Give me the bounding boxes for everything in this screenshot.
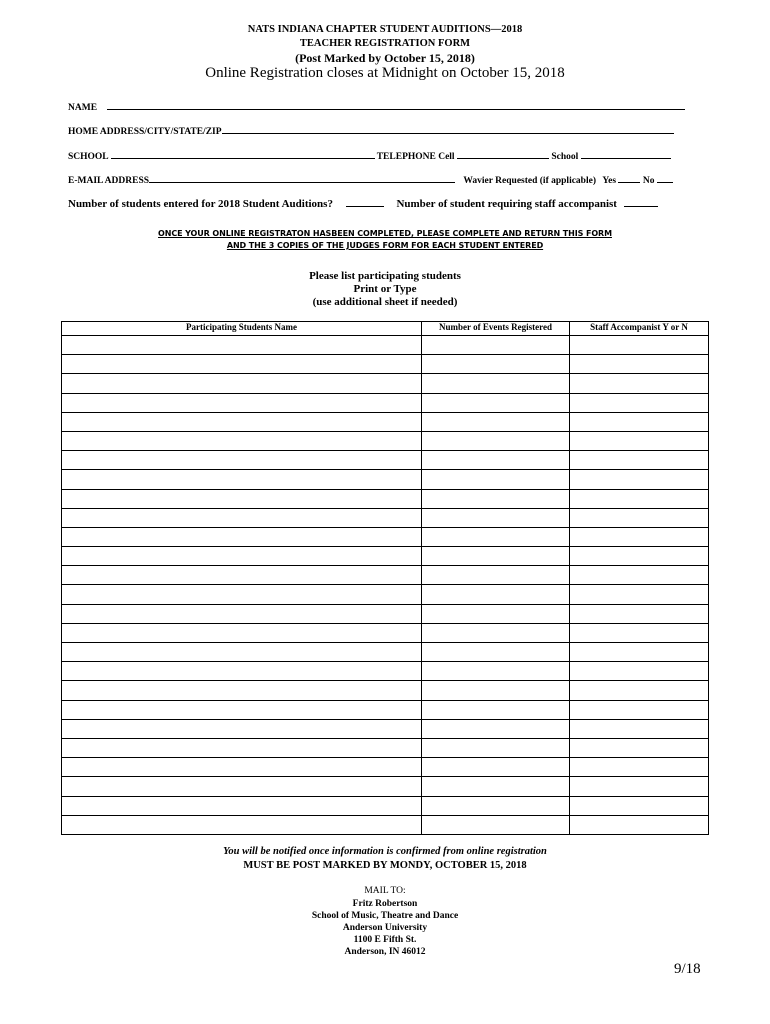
header-form-name: TEACHER REGISTRATION FORM [299, 38, 471, 49]
header-title: NATS INDIANA CHAPTER STUDENT AUDITIONS—2018 [247, 24, 523, 35]
table-row [62, 643, 709, 662]
table-row [62, 355, 709, 374]
student-name-cell[interactable] [62, 393, 422, 412]
table-row [62, 566, 709, 585]
staff-accompanist-cell[interactable] [570, 489, 709, 508]
events-registered-cell[interactable] [422, 643, 570, 662]
students-entered-label: Number of students entered for 2018 Student Auditions? [68, 198, 333, 210]
events-registered-cell[interactable] [422, 623, 570, 642]
table-row [62, 681, 709, 700]
table-row [62, 719, 709, 738]
notice-line-2: AND THE 3 COPIES OF THE JUDGES FORM FOR EACH STUDENT ENTERED [226, 241, 544, 250]
staff-accompanist-cell[interactable] [570, 585, 709, 604]
waiver-label: Wavier Requested (if applicable) [463, 176, 596, 186]
staff-accompanist-cell[interactable] [570, 738, 709, 757]
staff-accompanist-cell[interactable] [570, 777, 709, 796]
student-name-cell[interactable] [62, 489, 422, 508]
events-registered-cell[interactable] [422, 796, 570, 815]
events-registered-cell[interactable] [422, 777, 570, 796]
student-name-cell[interactable] [62, 470, 422, 489]
staff-accompanist-cell[interactable] [570, 719, 709, 738]
events-registered-cell[interactable] [422, 681, 570, 700]
table-row [62, 527, 709, 546]
events-registered-cell[interactable] [422, 719, 570, 738]
name-label: NAME [68, 103, 98, 113]
email-field[interactable] [149, 173, 455, 183]
table-row [62, 451, 709, 470]
name-field[interactable] [107, 100, 685, 110]
recipient-city: Anderson, IN 46012 [344, 947, 426, 957]
table-row [62, 796, 709, 815]
student-name-cell[interactable] [62, 374, 422, 393]
student-name-cell[interactable] [62, 547, 422, 566]
header-postmark-date: (Post Marked by October 15, 2018) [295, 51, 475, 65]
table-row [62, 470, 709, 489]
student-name-cell[interactable] [62, 623, 422, 642]
waiver-yes-label: Yes [602, 176, 617, 186]
table-header-row [62, 322, 709, 336]
events-registered-cell[interactable] [422, 738, 570, 757]
staff-accompanist-cell[interactable] [570, 796, 709, 815]
list-heading [0, 270, 770, 309]
table-row [62, 777, 709, 796]
student-name-cell[interactable] [62, 336, 422, 355]
events-registered-cell[interactable] [422, 336, 570, 355]
staff-accompanist-cell[interactable] [570, 758, 709, 777]
table-row [62, 662, 709, 681]
address-label: HOME ADDRESS/CITY/STATE/ZIP [68, 127, 222, 137]
student-name-cell[interactable] [62, 527, 422, 546]
table-row [62, 738, 709, 757]
events-registered-cell[interactable] [422, 412, 570, 431]
student-name-cell[interactable] [62, 604, 422, 623]
email-label: E-MAIL ADDRESS [68, 176, 150, 186]
mail-to-label: MAIL TO: [364, 886, 406, 896]
recipient-street: 1100 E Fifth St. [353, 935, 417, 945]
table-row [62, 758, 709, 777]
student-name-cell[interactable] [62, 758, 422, 777]
table-row [62, 604, 709, 623]
school-row [68, 149, 671, 162]
events-registered-cell[interactable] [422, 585, 570, 604]
events-registered-cell[interactable] [422, 355, 570, 374]
student-name-cell[interactable] [62, 431, 422, 450]
events-registered-cell[interactable] [422, 547, 570, 566]
school-phone-label: School [551, 152, 579, 162]
email-row [68, 173, 673, 186]
staff-accompanist-field[interactable] [624, 197, 658, 207]
staff-accompanist-label: Number of student requiring staff accompanist [396, 198, 617, 210]
column-header-events-registered: Number of Events Registered [422, 322, 570, 336]
staff-accompanist-cell[interactable] [570, 527, 709, 546]
table-row [62, 489, 709, 508]
students-question-row [68, 197, 658, 210]
events-registered-cell[interactable] [422, 374, 570, 393]
staff-accompanist-cell[interactable] [570, 508, 709, 527]
list-heading-line-1: Please list participating students [309, 270, 461, 282]
events-registered-cell[interactable] [422, 431, 570, 450]
table-row [62, 700, 709, 719]
table-row [62, 623, 709, 642]
staff-accompanist-cell[interactable] [570, 547, 709, 566]
school-field[interactable] [111, 149, 375, 159]
table-row [62, 508, 709, 527]
staff-accompanist-cell[interactable] [570, 470, 709, 489]
student-name-cell[interactable] [62, 355, 422, 374]
events-registered-cell[interactable] [422, 815, 570, 834]
student-name-cell[interactable] [62, 700, 422, 719]
staff-accompanist-cell[interactable] [570, 815, 709, 834]
staff-accompanist-cell[interactable] [570, 355, 709, 374]
waiver-yes-field[interactable] [618, 173, 640, 183]
events-registered-cell[interactable] [422, 489, 570, 508]
student-name-cell[interactable] [62, 585, 422, 604]
waiver-no-field[interactable] [657, 173, 673, 183]
events-registered-cell[interactable] [422, 527, 570, 546]
staff-accompanist-cell[interactable] [570, 681, 709, 700]
student-name-cell[interactable] [62, 643, 422, 662]
staff-accompanist-cell[interactable] [570, 623, 709, 642]
name-row [68, 100, 685, 113]
table-row [62, 547, 709, 566]
staff-accompanist-cell[interactable] [570, 662, 709, 681]
table-row [62, 585, 709, 604]
student-name-cell[interactable] [62, 451, 422, 470]
address-row [68, 124, 674, 137]
student-name-cell[interactable] [62, 681, 422, 700]
students-table-body [62, 336, 709, 835]
student-name-cell[interactable] [62, 566, 422, 585]
student-name-cell[interactable] [62, 815, 422, 834]
staff-accompanist-cell[interactable] [570, 566, 709, 585]
column-header-student-name: Participating Students Name [62, 322, 422, 336]
table-row [62, 336, 709, 355]
table-row [62, 412, 709, 431]
staff-accompanist-cell[interactable] [570, 643, 709, 662]
staff-accompanist-cell[interactable] [570, 451, 709, 470]
list-heading-line-3: (use additional sheet if needed) [312, 296, 458, 308]
student-name-cell[interactable] [62, 662, 422, 681]
waiver-no-label: No [642, 176, 655, 186]
list-heading-line-2: Print or Type [353, 283, 417, 295]
events-registered-cell[interactable] [422, 604, 570, 623]
events-registered-cell[interactable] [422, 508, 570, 527]
events-registered-cell[interactable] [422, 470, 570, 489]
recipient-name: Fritz Robertson [352, 899, 418, 909]
table-row [62, 431, 709, 450]
recipient-university: Anderson University [342, 923, 428, 933]
staff-accompanist-cell[interactable] [570, 374, 709, 393]
telephone-field[interactable] [457, 149, 549, 159]
student-name-cell[interactable] [62, 796, 422, 815]
students-entered-field[interactable] [346, 197, 384, 207]
table-row [62, 374, 709, 393]
events-registered-cell[interactable] [422, 451, 570, 470]
staff-accompanist-cell[interactable] [570, 393, 709, 412]
student-name-cell[interactable] [62, 412, 422, 431]
events-registered-cell[interactable] [422, 393, 570, 412]
page-number: 9/18 [674, 961, 701, 977]
student-name-cell[interactable] [62, 777, 422, 796]
events-registered-cell[interactable] [422, 566, 570, 585]
table-row [62, 393, 709, 412]
events-registered-cell[interactable] [422, 758, 570, 777]
staff-accompanist-cell[interactable] [570, 604, 709, 623]
notice-line-1: ONCE YOUR ONLINE REGISTRATON HASBEEN COMPLETED, PLEASE COMPLETE AND RETURN THIS FORM [158, 229, 612, 238]
notification-text: You will be notified once information is confirmed from online registration [223, 846, 547, 857]
staff-accompanist-cell[interactable] [570, 431, 709, 450]
mailing-address [0, 898, 770, 958]
address-field[interactable] [222, 124, 674, 134]
telephone-label: TELEPHONE Cell [376, 152, 455, 162]
student-name-cell[interactable] [62, 719, 422, 738]
staff-accompanist-cell[interactable] [570, 700, 709, 719]
staff-accompanist-cell[interactable] [570, 336, 709, 355]
students-table [61, 321, 709, 835]
events-registered-cell[interactable] [422, 662, 570, 681]
postmark-deadline: MUST BE POST MARKED BY MONDY, OCTOBER 15, 2018 [243, 860, 527, 871]
staff-accompanist-cell[interactable] [570, 412, 709, 431]
school-phone-field[interactable] [581, 149, 671, 159]
student-name-cell[interactable] [62, 738, 422, 757]
school-label: SCHOOL [68, 152, 109, 162]
header-online-deadline: Online Registration closes at Midnight on October 15, 2018 [205, 65, 565, 81]
column-header-staff-accompanist: Staff Accompanist Y or N [570, 322, 709, 336]
recipient-school: School of Music, Theatre and Dance [311, 911, 459, 921]
table-row [62, 815, 709, 834]
student-name-cell[interactable] [62, 508, 422, 527]
events-registered-cell[interactable] [422, 700, 570, 719]
